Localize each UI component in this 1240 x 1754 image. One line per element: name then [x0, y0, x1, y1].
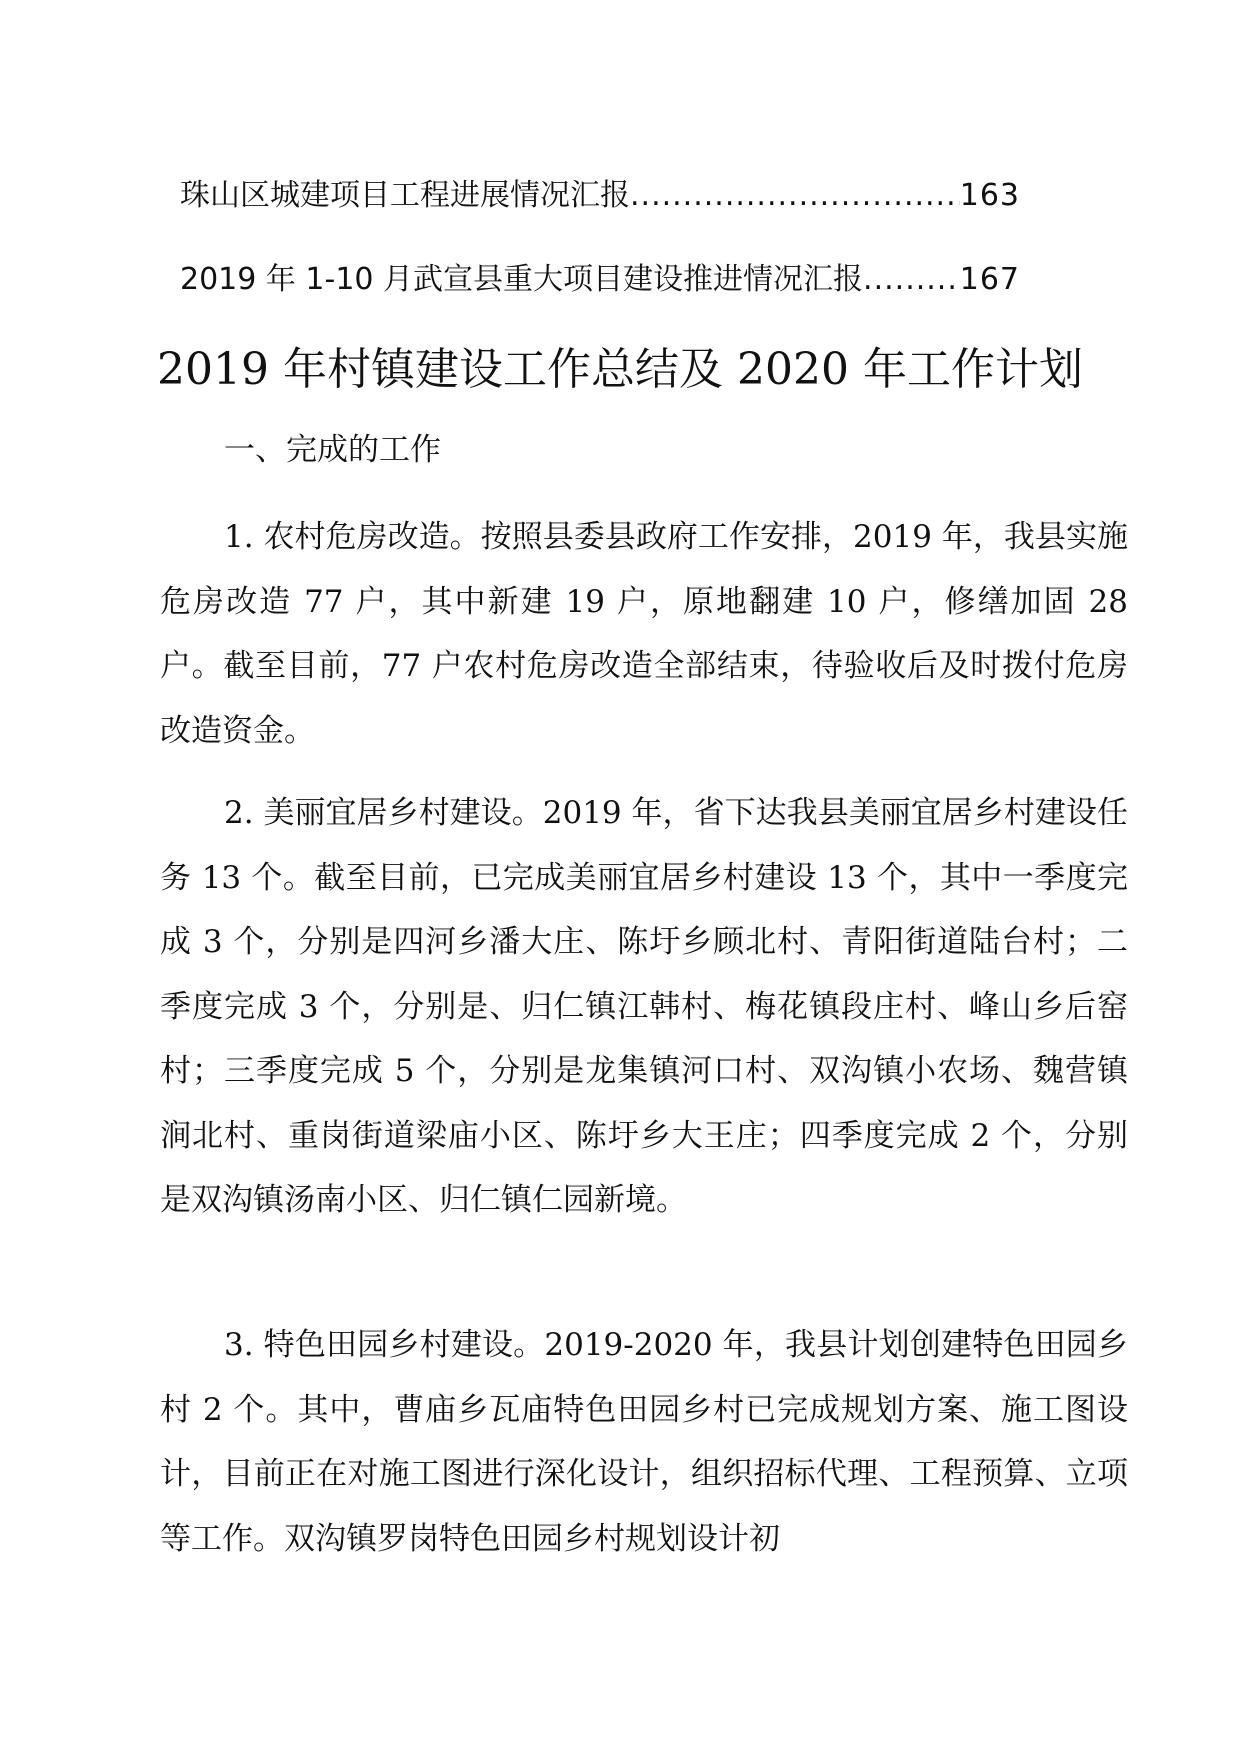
toc-entry-page: 167 [959, 262, 1020, 297]
toc-leader-dots [863, 260, 960, 300]
toc-entry[interactable] [180, 260, 1020, 300]
toc-leader-dots [630, 176, 960, 216]
body-paragraph: 3. 特色田园乡村建设。2019-2020 年，我县计划创建特色田园乡村 2 个。其中，曹庙乡瓦庙特色田园乡村已完成规划方案、施工图设计，目前正在对施工图进行深化设计，组织招标代理、工程预算、立项等工作。双沟镇罗岗特色田园乡村规划设计初 [160, 1327, 1128, 1557]
toc-entry[interactable] [180, 176, 1020, 216]
document-title: 2019 年村镇建设工作总结及 2020 年工作计划 [157, 344, 1083, 395]
toc-entry-title: 珠山区城建项目工程进展情况汇报 [180, 178, 630, 213]
toc-entry-page: 163 [959, 178, 1020, 213]
body-paragraph: 2. 美丽宜居乡村建设。2019 年，省下达我县美丽宜居乡村建设任务 13 个。截至目前，已完成美丽宜居乡村建设 13 个，其中一季度完成 3 个，分别是四河乡潘大庄、陈圩乡顾北村、青阳街道陆台村；二季度完成 3 个，分别是、归仁镇江韩村、梅花镇段庄村、峰山乡后窑村；三季度完成 5 个，分别是龙集镇河口村、双沟镇小农场、魏营镇涧北村、重岗街道梁庙小区、陈圩乡大王庄；四季度完成 2 个，分别是双沟镇汤南小区、归仁镇仁园新境。 [160, 795, 1128, 1218]
section-heading: 一、完成的工作 [224, 432, 441, 468]
body-paragraph: 1. 农村危房改造。按照县委县政府工作安排，2019 年，我县实施危房改造 77 户，其中新建 19 户，原地翻建 10 户，修缮加固 28 户。截至目前，77 户农村危房改造全部结束，待验收后及时拨付危房改造资金。 [160, 519, 1128, 749]
toc-entry-title: 2019 年 1-10 月武宣县重大项目建设推进情况汇报 [180, 262, 864, 297]
